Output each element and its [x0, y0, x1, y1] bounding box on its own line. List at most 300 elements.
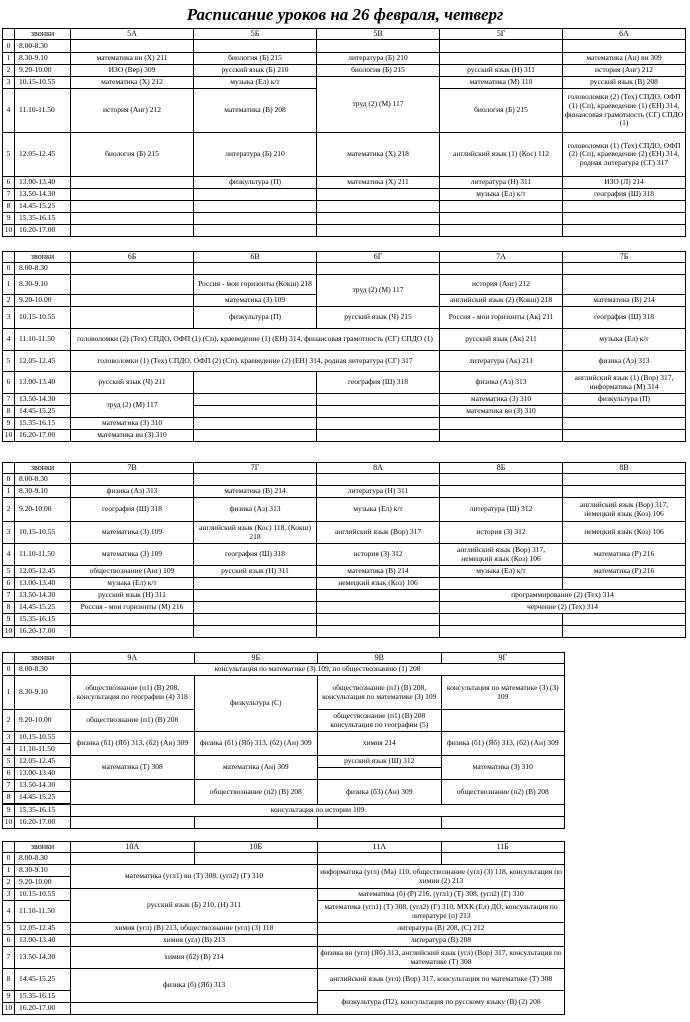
- lesson-number: 10: [3, 1003, 15, 1015]
- lesson-cell: [71, 275, 194, 295]
- lesson-time: 13.00-13.40: [15, 768, 71, 780]
- table-row: [3, 77, 686, 89]
- lesson-cell: [563, 578, 686, 590]
- lesson-cell: [563, 430, 686, 442]
- lesson-time: 16.20-17.00: [15, 225, 71, 237]
- table-row: [3, 65, 686, 77]
- lesson-cell: [194, 189, 317, 201]
- lesson-cell: Россия - мои горизонты (Кокш) 218: [194, 275, 317, 295]
- lesson-cell-merged: английский язык (угл) (Вор) 317, консультация по математике (Т) 308: [318, 969, 565, 991]
- lesson-cell: музыка (Ел) к/т: [440, 189, 563, 201]
- lesson-cell: обществознание (п2) (В) 208: [194, 780, 318, 805]
- lesson-cell: обществознание (п1) (В) 208, консультация по географии (4) 318: [71, 676, 195, 710]
- lesson-time: 15.35-16.15: [15, 418, 71, 430]
- lesson-number: 8: [3, 602, 15, 614]
- lesson-number: 8: [3, 201, 15, 213]
- lesson-cell: [563, 474, 686, 486]
- lesson-cell: обществознание (Анг) 109: [71, 566, 194, 578]
- lesson-cell: математика (З) 310: [71, 418, 194, 430]
- lesson-cell: [317, 614, 440, 626]
- lesson-number: 3: [3, 889, 15, 901]
- lesson-cell: русский язык (Б) 210: [194, 65, 317, 77]
- lesson-cell: [71, 213, 194, 225]
- lesson-cell-merged: консультация по математике (З) 109, по обществознанию (1) 208: [71, 664, 565, 676]
- lesson-cell: [194, 372, 317, 394]
- table-row: [3, 732, 565, 744]
- lesson-cell: [317, 40, 440, 53]
- lesson-cell: история (Анг) 212: [563, 65, 686, 77]
- lesson-cell: математика вн (З) 310: [71, 430, 194, 442]
- table-row: [3, 430, 686, 442]
- lesson-cell: литература (Ш) 312: [440, 498, 563, 522]
- lesson-cell: обществознание (п1) (В) 208 консультация по географии (5): [318, 710, 442, 732]
- lesson-cell: английский язык (Кос) 118, (Кокш) 218: [194, 522, 317, 544]
- lesson-cell: [440, 53, 563, 65]
- lesson-cell: математика (Х) 211: [317, 177, 440, 189]
- lesson-cell: [317, 590, 440, 602]
- lesson-cell-merged: программирование (2) (Тех) 314: [440, 590, 686, 602]
- lesson-cell: [194, 614, 317, 626]
- class-header: 9А: [71, 653, 195, 664]
- lesson-cell: [563, 263, 686, 275]
- lesson-cell: [317, 418, 440, 430]
- lesson-cell: [563, 406, 686, 418]
- lesson-cell: [441, 853, 565, 865]
- lesson-number: 1: [3, 486, 15, 498]
- class-header: 5В: [317, 29, 440, 40]
- lesson-cell: ИЗО (Вер) 309: [71, 65, 194, 77]
- lesson-cell: русский язык (В) 208: [563, 77, 686, 89]
- class-header: 10Б: [194, 842, 318, 853]
- lesson-time: 12.05-12.45: [15, 351, 71, 372]
- lesson-cell: математика вн (Х) 211: [71, 53, 194, 65]
- lesson-cell: математика (Х) 212: [71, 77, 194, 89]
- lesson-cell: русский язык (Ш) 312: [318, 756, 442, 768]
- lesson-cell-merged: химия (угл) (В) 213: [71, 935, 318, 947]
- lesson-cell: [71, 614, 194, 626]
- lesson-number: 5: [3, 756, 15, 768]
- lesson-cell: физика (Аз) 313: [194, 498, 317, 522]
- lesson-time: 16.20-17.00: [15, 430, 71, 442]
- lesson-cell: [71, 40, 194, 53]
- page-title: Расписание уроков на 26 февраля, четверг: [186, 5, 504, 24]
- lesson-time: 15.35-16.15: [15, 805, 71, 817]
- lesson-number: 6: [3, 768, 15, 780]
- lesson-time: 13.50-14.30: [15, 189, 71, 201]
- class-header: 7Г: [194, 463, 317, 474]
- lesson-cell: [194, 40, 317, 53]
- lesson-cell: [194, 474, 317, 486]
- lesson-cell: [563, 225, 686, 237]
- lesson-cell: физкультура (П): [563, 394, 686, 406]
- lesson-cell: русский язык (Н) 311: [71, 590, 194, 602]
- lesson-time: 9.20-10.00: [15, 498, 71, 522]
- class-header: 6А: [563, 29, 686, 40]
- lesson-cell: математика (З) 310: [441, 756, 565, 780]
- class-header: 10А: [71, 842, 195, 853]
- lesson-cell: обществознание (п2) (В) 208: [441, 780, 565, 805]
- lesson-cell: [563, 275, 686, 295]
- lesson-time: 13.00-13.40: [15, 578, 71, 590]
- lesson-cell: головоломки (1) (Тех) СПДО, ОФП (2) (Сп), краеведение (2) (ЕН) 314, родная литература (СГ) 317: [563, 133, 686, 177]
- lesson-number: 5: [3, 133, 15, 177]
- lesson-cell: Россия - мои горизонты (Ак) 211: [440, 307, 563, 329]
- lesson-cell: [563, 40, 686, 53]
- lesson-cell: [71, 189, 194, 201]
- lesson-cell: физика (Аз) 313: [440, 372, 563, 394]
- lesson-cell: [194, 602, 317, 614]
- lesson-number: 1: [3, 275, 15, 295]
- lesson-cell: [440, 201, 563, 213]
- lesson-number: 6: [3, 578, 15, 590]
- lesson-number: 4: [3, 89, 15, 133]
- lesson-cell: физика (б1) (Яб) 313, (б2) (Ан) 309: [71, 732, 195, 756]
- lesson-time: 9.20-10.00: [15, 65, 71, 77]
- lesson-time: 8.00-8.30: [15, 853, 71, 865]
- lesson-cell: [194, 853, 318, 865]
- lesson-cell-merged: физика (б) (Яб) 313: [71, 969, 318, 1003]
- lesson-cell: [563, 201, 686, 213]
- lesson-cell-merged: физкультура (П2), консультация по русскому языку (В) (2) 208: [318, 991, 565, 1015]
- lesson-cell: [71, 817, 195, 829]
- lesson-cell: математика (М) 110: [440, 77, 563, 89]
- table-row: [3, 590, 686, 602]
- lesson-cell: [194, 201, 317, 213]
- lesson-number: 0: [3, 40, 15, 53]
- lesson-cell: [194, 817, 318, 829]
- table-row: [3, 522, 686, 544]
- lesson-cell: [440, 40, 563, 53]
- lesson-cell: русский язык (Ак) 211: [440, 329, 563, 351]
- lesson-cell: математика (В) 214: [563, 295, 686, 307]
- class-header: 8А: [317, 463, 440, 474]
- class-header: 8Б: [440, 463, 563, 474]
- lesson-cell: немецкий язык (Коз) 106: [563, 522, 686, 544]
- lesson-cell: [71, 263, 194, 275]
- class-header: 11А: [318, 842, 442, 853]
- lesson-number: 2: [3, 498, 15, 522]
- lesson-cell: география (Ш) 318: [194, 544, 317, 566]
- lesson-cell: физика (б1) (Яб) 313, (б2) (Ан) 309: [194, 732, 318, 756]
- lesson-time: 8.00-8.30: [15, 474, 71, 486]
- lesson-cell-merged: русский язык (Б) 210, (Н) 311: [71, 889, 318, 923]
- lesson-time: 15.35-16.15: [15, 614, 71, 626]
- class-header: 11Б: [441, 842, 565, 853]
- table-row: [3, 225, 686, 237]
- lesson-time: 9.20-10.00: [15, 710, 71, 732]
- lesson-cell-merged: математика (угл1) (Т) 308, (угл2) (Г) 310, МХК (Ел) ДО, консультация по литературе (п) 213: [318, 901, 565, 923]
- lesson-number: 9: [3, 213, 15, 225]
- lesson-cell: музыка (Ел) к/т: [317, 498, 440, 522]
- lesson-cell: математика (Т) 308: [71, 756, 195, 780]
- lesson-number: 10: [3, 817, 15, 829]
- lesson-number: 4: [3, 744, 15, 756]
- lesson-number: 9: [3, 991, 15, 1003]
- table-row: [3, 817, 565, 829]
- lesson-cell: физика (б3) (Ан) 309: [318, 780, 442, 805]
- header-row: [3, 653, 565, 664]
- lesson-time: 8.30-9.10: [15, 53, 71, 65]
- lesson-time: 15.35-16.15: [15, 991, 71, 1003]
- lesson-cell: [318, 817, 442, 829]
- lesson-cell: [71, 177, 194, 189]
- lesson-cell: [440, 263, 563, 275]
- table-row: [3, 805, 565, 817]
- lesson-cell: физика (б1) (Яб) 313, (б2) (Ан) 309: [441, 732, 565, 756]
- lesson-number: 1: [3, 676, 15, 710]
- lesson-number: 5: [3, 351, 15, 372]
- lesson-cell: биология (Б) 215: [71, 133, 194, 177]
- lesson-time: 13.50-14.30: [15, 590, 71, 602]
- lesson-cell: математика (В) 208: [194, 89, 317, 133]
- lesson-cell: химия 214: [318, 732, 442, 756]
- table-row: [3, 865, 565, 877]
- zvonki-header: звонки: [15, 252, 71, 263]
- lesson-cell: [71, 201, 194, 213]
- lesson-cell-merged: информатика (угл) (Ма) 110, обществознание (угл) (З) 118, консультация по химии (2) 213: [318, 865, 565, 889]
- lesson-cell: [563, 418, 686, 430]
- lesson-cell-merged: литература (В) 208, (С) 212: [318, 923, 565, 935]
- lesson-time: 12.05-12.45: [15, 756, 71, 768]
- zvonki-header: звонки: [15, 463, 71, 474]
- lesson-cell-merged: математика (угл1) вн (Т) 308, (угл2) (Г) 310: [71, 865, 318, 889]
- lesson-time: 10.15-10.55: [15, 889, 71, 901]
- lesson-cell-merged: химия (б2) (В) 214: [71, 947, 318, 969]
- lesson-number: 7: [3, 394, 15, 406]
- lesson-time: 11.10-11.50: [15, 544, 71, 566]
- table-row: [3, 263, 686, 275]
- lesson-time: 12.05-12.45: [15, 133, 71, 177]
- lesson-cell: консультация по математике (З) (З) 109: [441, 676, 565, 710]
- lesson-time: 13.50-14.30: [15, 394, 71, 406]
- lesson-cell: [441, 817, 565, 829]
- lesson-cell: [563, 213, 686, 225]
- lesson-cell: математика (Р) 216: [563, 566, 686, 578]
- table-row: [3, 626, 686, 638]
- lesson-number: 0: [3, 263, 15, 275]
- lesson-number: 3: [3, 307, 15, 329]
- lesson-cell: [194, 406, 317, 418]
- lesson-cell: математика (В) 214: [194, 486, 317, 498]
- class-header: 7В: [71, 463, 194, 474]
- schedule-block-5: [2, 28, 686, 237]
- class-header: 9Б: [194, 653, 318, 664]
- lesson-cell-merged: математика (б) (Р) 216, (угл1) (Т) 308, (угл2) (Г) 310: [318, 889, 565, 901]
- lesson-number: 3: [3, 522, 15, 544]
- lesson-number: 3: [3, 732, 15, 744]
- lesson-number: 2: [3, 877, 15, 889]
- lesson-time: 8.30-9.10: [15, 865, 71, 877]
- lesson-cell: [194, 578, 317, 590]
- lesson-cell-merged: [71, 1003, 318, 1015]
- table-row: [3, 53, 686, 65]
- zvonki-header: звонки: [15, 842, 71, 853]
- lesson-cell: [317, 394, 440, 406]
- table-row: [3, 676, 565, 710]
- lesson-cell: литература (Ак) 211: [440, 351, 563, 372]
- table-row: [3, 351, 686, 372]
- table-row: [3, 189, 686, 201]
- lesson-time: 13.00-13.40: [15, 177, 71, 189]
- lesson-cell: [194, 418, 317, 430]
- lesson-cell: география (Ш) 318: [71, 498, 194, 522]
- lesson-time: 13.50-14.30: [15, 780, 71, 792]
- lesson-cell: математика (Р) 216: [563, 544, 686, 566]
- lesson-cell: [194, 225, 317, 237]
- table-row: [3, 418, 686, 430]
- lesson-time: 11.10-11.50: [15, 901, 71, 923]
- lesson-cell: [317, 213, 440, 225]
- header-row: [3, 252, 686, 263]
- lesson-time: 8.00-8.30: [15, 263, 71, 275]
- lesson-cell: литература (Н) 311: [440, 177, 563, 189]
- lesson-time: 13.00-13.40: [15, 935, 71, 947]
- class-header: 5Г: [440, 29, 563, 40]
- class-header: 5Б: [194, 29, 317, 40]
- lesson-number: 9: [3, 805, 15, 817]
- lesson-time: 14.45-15.25: [15, 201, 71, 213]
- schedule-block-9: [2, 652, 565, 829]
- table-row: [3, 177, 686, 189]
- lesson-cell-merged: консультация по истории 109: [71, 805, 565, 817]
- lesson-cell: [194, 626, 317, 638]
- lesson-cell: [440, 486, 563, 498]
- lesson-cell: [318, 853, 442, 865]
- lesson-number: 10: [3, 430, 15, 442]
- lesson-cell: [440, 430, 563, 442]
- table-row: [3, 498, 686, 522]
- lesson-cell-merged: химия (угл) (В) 213, обществознание (угл) (З) 118: [71, 923, 318, 935]
- lesson-cell: английский язык (1) (Кос) 112: [440, 133, 563, 177]
- lesson-number: 3: [3, 77, 15, 89]
- lesson-cell: литература (Б) 210: [317, 53, 440, 65]
- table-row: [3, 133, 686, 177]
- lesson-number: 0: [3, 474, 15, 486]
- lesson-cell: [440, 474, 563, 486]
- lesson-cell: физкультура (П): [194, 307, 317, 329]
- lesson-cell: [71, 295, 194, 307]
- schedule-block-7-8: [2, 462, 686, 638]
- lesson-number: 0: [3, 853, 15, 865]
- lesson-cell: [71, 307, 194, 329]
- schedule-block-10-11: [2, 841, 565, 1015]
- lesson-time: 12.05-12.45: [15, 923, 71, 935]
- lesson-cell: [563, 614, 686, 626]
- lesson-time: 14.45-15.25: [15, 969, 71, 991]
- class-header: 6Г: [317, 252, 440, 263]
- zvonki-header: звонки: [15, 29, 71, 40]
- lesson-cell-merged: физика вн (угл) (Яб) 313, английский язык (угл) (Вор) 317, консультация по математике (Т) 308: [318, 947, 565, 969]
- lesson-number: 4: [3, 329, 15, 351]
- lesson-number: 4: [3, 544, 15, 566]
- table-row: [3, 935, 565, 947]
- lesson-number: 7: [3, 947, 15, 969]
- lesson-cell: литература (Б) 210: [194, 133, 317, 177]
- lesson-time: 10.15-10.55: [15, 77, 71, 89]
- lesson-time: 8.30-9.10: [15, 676, 71, 710]
- lesson-cell: русский язык (Ч) 215: [317, 307, 440, 329]
- lesson-number: 8: [3, 969, 15, 991]
- lesson-time: 10.15-10.55: [15, 307, 71, 329]
- lesson-cell: английский язык (2) (Кокш) 218: [440, 295, 563, 307]
- lesson-time: 10.15-10.55: [15, 732, 71, 744]
- lesson-cell: математика (Ан) 309: [194, 756, 318, 780]
- lesson-cell: [441, 710, 565, 732]
- lesson-cell: биология (Б) 215: [317, 65, 440, 77]
- lesson-time: 13.00-13.40: [15, 372, 71, 394]
- lesson-time: 8.30-9.10: [15, 486, 71, 498]
- class-header: 6Б: [71, 252, 194, 263]
- lesson-cell: математика (Х) 218: [317, 133, 440, 177]
- lesson-cell: география (Ш) 318: [563, 307, 686, 329]
- lesson-number: 7: [3, 189, 15, 201]
- lesson-time: 15.35-16.15: [15, 213, 71, 225]
- table-row: [3, 923, 565, 935]
- lesson-number: 2: [3, 295, 15, 307]
- lesson-cell: музыка (Ел) к/т: [71, 578, 194, 590]
- lesson-number: 9: [3, 418, 15, 430]
- lesson-cell: история (З) 312: [440, 522, 563, 544]
- lesson-cell: математика (В) 214: [317, 566, 440, 578]
- lesson-cell: [317, 201, 440, 213]
- table-row: [3, 40, 686, 53]
- table-row: [3, 578, 686, 590]
- lesson-time: 9.20-10.00: [15, 295, 71, 307]
- lesson-cell: математика (З) 109: [71, 544, 194, 566]
- lesson-cell: [440, 614, 563, 626]
- lesson-cell: [440, 626, 563, 638]
- lesson-cell: английский язык (Вор) 317, немецкий язык (Коз) 106: [563, 498, 686, 522]
- lesson-cell: [317, 474, 440, 486]
- lesson-cell: музыка (Ел) к/т: [194, 77, 317, 89]
- lesson-cell: Россия - мои горизонты (М) 216: [71, 602, 194, 614]
- lesson-cell: немецкий язык (Коз) 106: [317, 578, 440, 590]
- lesson-cell: [563, 486, 686, 498]
- lesson-cell: труд (2) (М) 117: [317, 77, 440, 133]
- lesson-cell: [71, 626, 194, 638]
- lesson-cell: физика (Аз) 313: [71, 486, 194, 498]
- class-header: 6В: [194, 252, 317, 263]
- lesson-number: 8: [3, 792, 15, 804]
- lesson-number: 8: [3, 406, 15, 418]
- lesson-cell: [317, 406, 440, 418]
- table-row: [3, 307, 686, 329]
- class-header: 8В: [563, 463, 686, 474]
- lesson-number: 2: [3, 710, 15, 732]
- lesson-cell: география (Ш) 318: [563, 189, 686, 201]
- table-row: [3, 889, 565, 901]
- lesson-cell: физкультура (П): [194, 177, 317, 189]
- header-row: [3, 463, 686, 474]
- lesson-cell: математика (З) 109: [194, 295, 317, 307]
- lesson-cell: обществознание (п1) (В) 208, консультация по математике (З) 109: [318, 676, 442, 710]
- lesson-cell: [194, 394, 317, 406]
- lesson-cell: литература (Н) 311: [317, 486, 440, 498]
- table-row: [3, 756, 565, 768]
- lesson-cell: [71, 853, 195, 865]
- lesson-cell: [71, 225, 194, 237]
- lesson-cell-merged: литература (В) 208: [318, 935, 565, 947]
- lesson-cell: труд (2) (М) 117: [71, 394, 194, 418]
- lesson-time: 16.20-17.00: [15, 817, 71, 829]
- lesson-number: 6: [3, 372, 15, 394]
- lesson-cell: русский язык (Н) 311: [194, 566, 317, 578]
- lesson-cell: русский язык (Ч) 211: [71, 372, 194, 394]
- lesson-cell: русский язык (Н) 311: [440, 65, 563, 77]
- lesson-number: 10: [3, 626, 15, 638]
- lesson-cell: биология (Б) 215: [440, 89, 563, 133]
- lesson-cell: [317, 263, 440, 275]
